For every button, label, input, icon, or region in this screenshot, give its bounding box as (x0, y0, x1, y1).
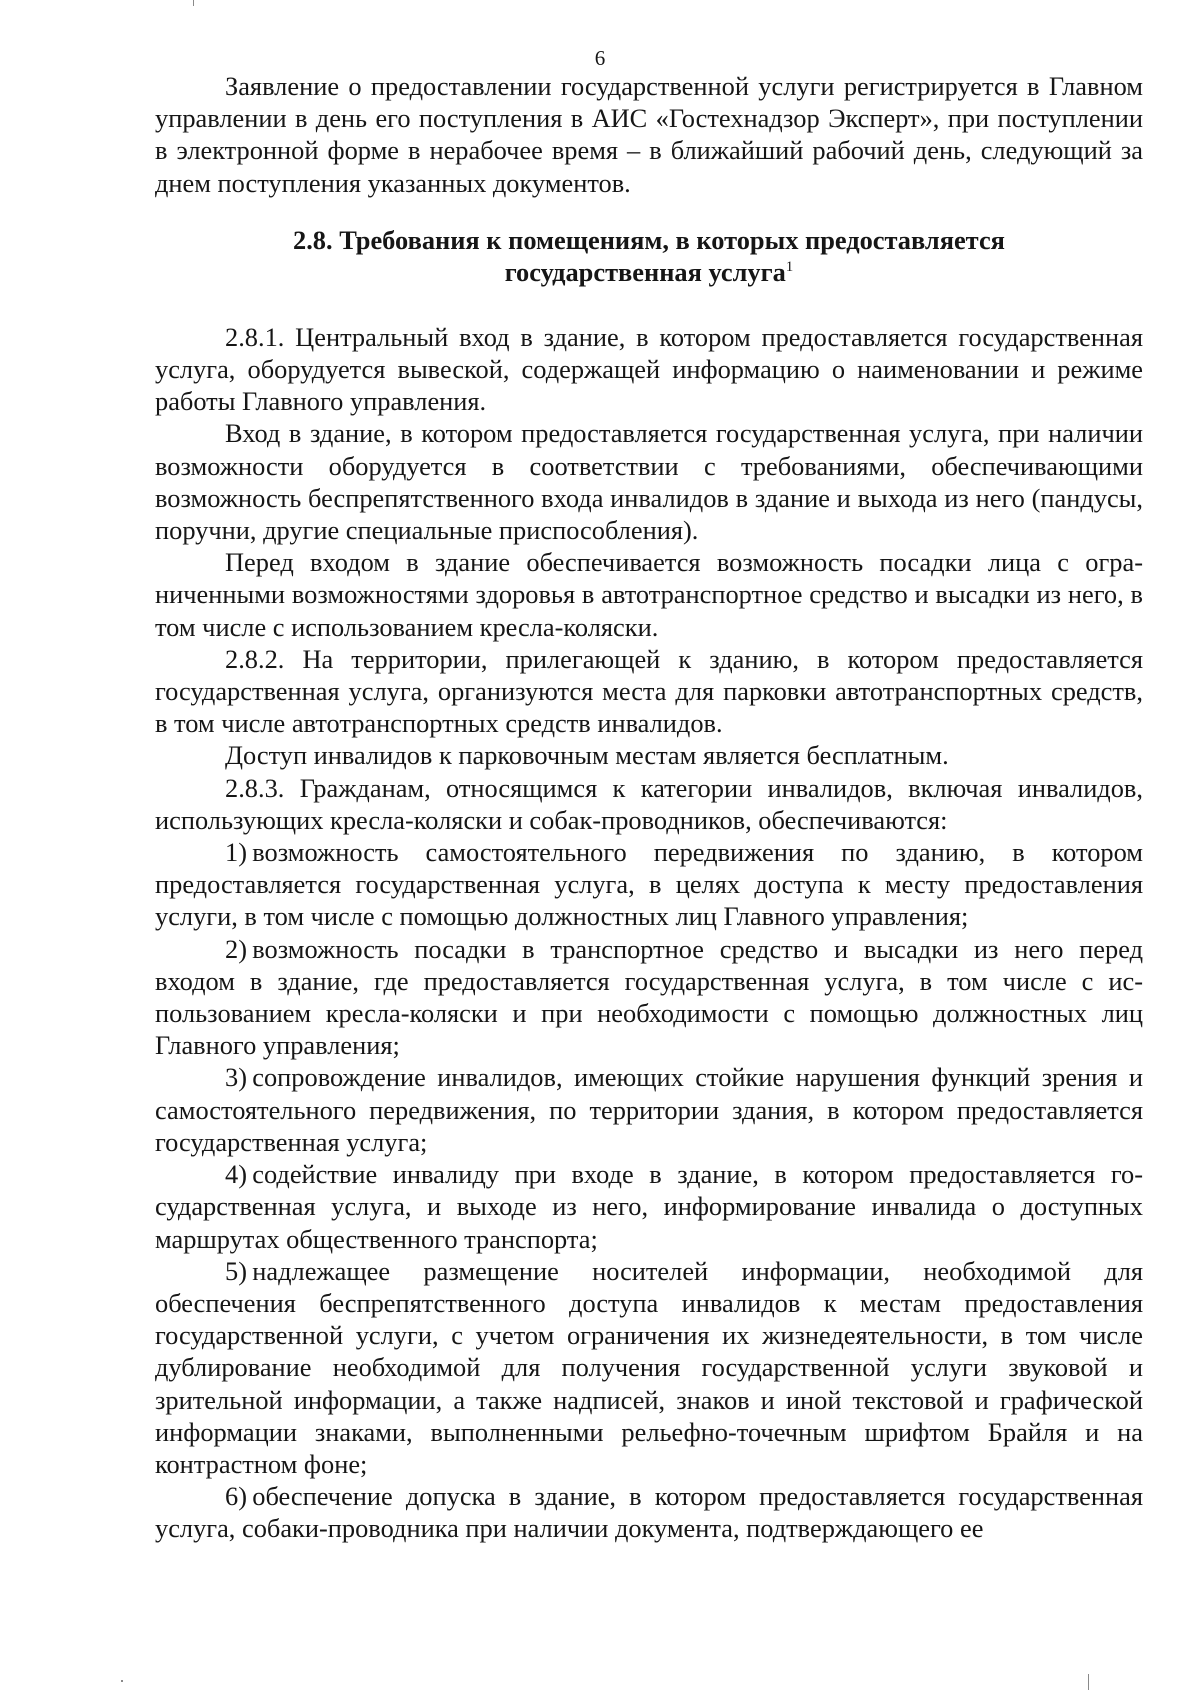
scan-artifact-bottom-right (1088, 1674, 1089, 1690)
paragraph-2-8-3: 2.8.3. Гражданам, относящимся к категории инвалидов, включая инвалидов, использующих кресла-коляски и собак-проводников, обеспечиваются: (155, 772, 1143, 835)
paragraph-parking-free: Доступ инвалидов к парковочным местам является бесплатным. (225, 740, 949, 771)
scan-artifact-bottom-left (121, 1680, 123, 1682)
paragraph-2-8-2: 2.8.2. На территории, прилегающей к зданию, в котором предоставляется государственная услуга, организуются места для парковки автотранспортных средств, в том числе автотранспортных средств инвалидов. (155, 643, 1143, 739)
section-heading-line-2-text: государственная услуга (504, 256, 786, 287)
paragraph-boarding: Перед входом в здание обеспечивается возможность посадки лица с ограниченными возможностями здоровья в автотранспортное средство и высадки из него, в том числе с использованием кресла-коляски. (155, 547, 1143, 642)
section-heading-line-2 (155, 256, 1143, 288)
document-body (155, 70, 1143, 1545)
section-heading-line-1: 2.8. Требования к помещениям, в которых предоставляется (293, 224, 1005, 255)
list-item-3: 3) сопровождение инвалидов, имеющих стойкие нарушения функций зрения и самостоятельного передвижения, по территории здания, в котором предоставляется государственная услуга; (155, 1062, 1143, 1157)
paragraph-2-8-1: 2.8.1. Центральный вход в здание, в котором предоставляется государственная услуга, оборудуется вывеской, содержащей информацию о наименовании и режиме работы Главного управления. (155, 321, 1143, 417)
list-item-4: 4) содействие инвалиду при входе в здание, в котором предоставляется государственная услуга, и выходе из него, информирование инвалида о доступных маршрутах общественного транспорта; (155, 1159, 1143, 1254)
list-item-6: 6) обеспечение допуска в здание, в котором предоставляется государственная услуга, собаки-проводника при наличии документа, подтверждающего ее (155, 1481, 1143, 1544)
page-number: 6 (594, 46, 606, 70)
paragraph-registration: Заявление о предоставлении государственной услуги регистрируется в Главном управлении в день его поступления в АИС «Гостехнадзор Эксперт», при поступлении в электронной форме в нерабочее время – в ближайший рабочий день, следующий за днем поступления указанных документов. (155, 71, 1143, 198)
list-item-2: 2) возможность посадки в транспортное средство и высадки из него перед входом в здание, где предоставляется государственная услуга, в том числе с использованием кресла-коляски и при необходимости с помощью должностных лиц Главного управления; (155, 933, 1143, 1061)
section-heading (155, 224, 1143, 288)
footnote-marker: 1 (785, 259, 794, 276)
scan-artifact-top (193, 0, 194, 6)
list-item-1: 1) возможность самостоятельного передвижения по зданию, в котором предоставляется государственная услуга, в целях доступа к месту предоставления услуги, в том числе с помощью должностных лиц Главного управления; (155, 837, 1143, 932)
list-item-5: 5) надлежащее размещение носителей информации, необходимой для обеспечения беспрепятственного доступа инвалидов к местам предоставления государственной услуги, с учетом ограничения их жизнедеятельности, в том числе дублирование необходимой для получения государственной услуги звуковой и зрительной информации, а также надписей, знаков и иной текстовой и графической информации знаками, выполненными рельефно-точечным шрифтом Брайля и на контрастном фоне; (155, 1255, 1143, 1479)
paragraph-entrance-access: Вход в здание, в котором предоставляется государственная услуга, при наличии возможности оборудуется в соответствии с требованиями, обеспечивающими возможность беспрепятственного входа инвалидов в здание и выхода из него (пандусы, поручни, другие специальные приспособления). (155, 418, 1143, 546)
